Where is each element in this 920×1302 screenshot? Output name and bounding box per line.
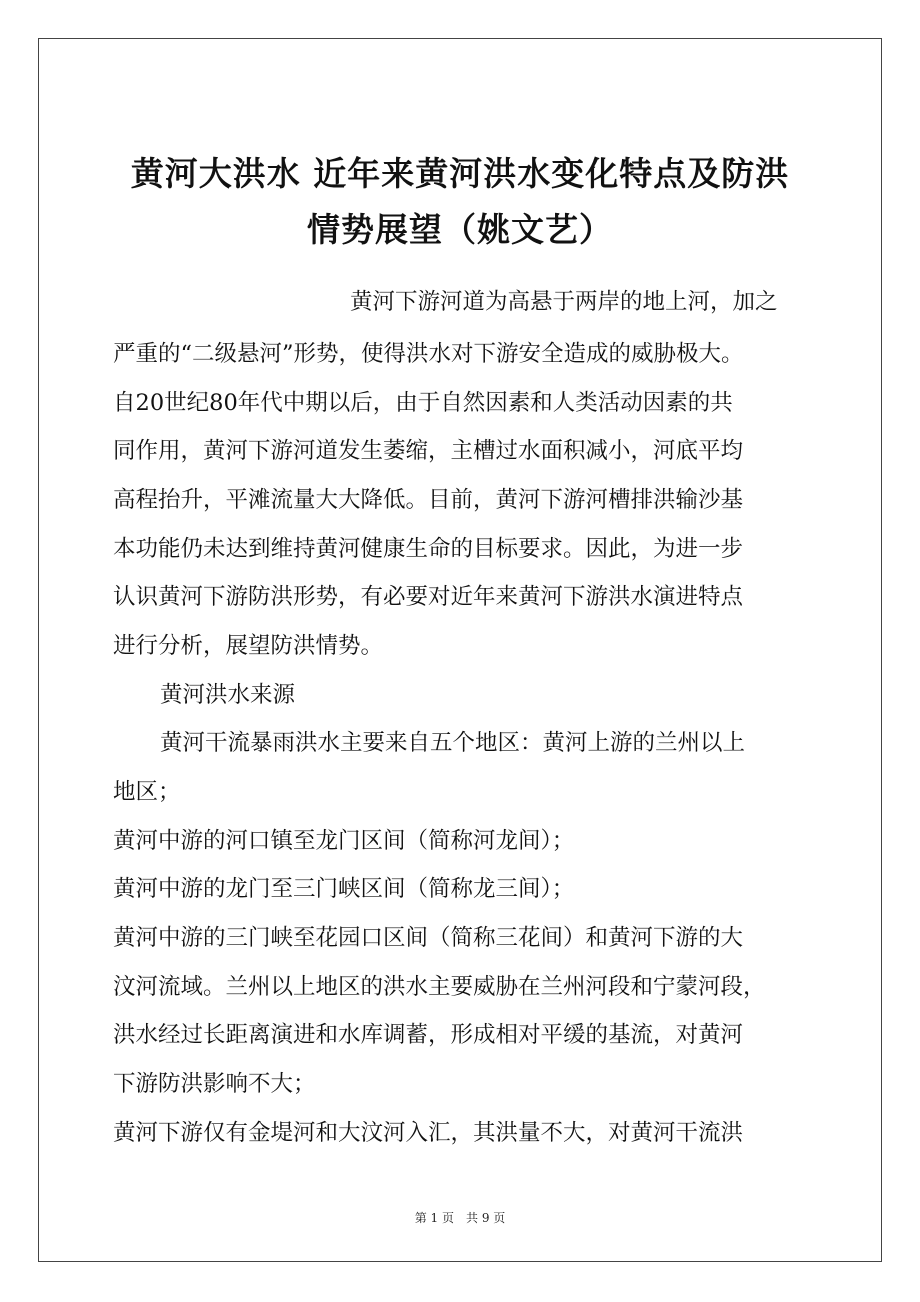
paragraph-line: 进行分析，展望防洪情势。 <box>113 633 384 659</box>
paragraph-line: 黄河下游河道为高悬于两岸的地上河，加之 <box>350 289 778 315</box>
paragraph-line: 自20世纪80年代中期以后，由于自然因素和人类活动因素的共 <box>113 390 733 416</box>
paragraph-line: 黄河干流暴雨洪水主要来自五个地区：黄河上游的兰州以上 <box>160 730 746 756</box>
paragraph-line: 黄河下游仅有金堤河和大汶河入汇，其洪量不大，对黄河干流洪 <box>113 1120 744 1146</box>
paragraph-line: 认识黄河下游防洪形势，有必要对近年来黄河下游洪水演进特点 <box>113 584 744 610</box>
document-title-line-1: 黄河大洪水 近年来黄河洪水变化特点及防洪 <box>130 154 790 193</box>
paragraph-line: 黄河中游的三门峡至花园口区间（简称三花间）和黄河下游的大 <box>113 925 744 951</box>
paragraph-line: 黄河中游的河口镇至龙门区间（简称河龙间）； <box>113 828 575 854</box>
paragraph-line: 汶河流域。兰州以上地区的洪水主要威胁在兰州河段和宁蒙河段， <box>113 974 766 1000</box>
paragraph-line: 严重的“二级悬河”形势，使得洪水对下游安全造成的威胁极大。 <box>113 341 744 367</box>
document-title-line-2: 情势展望（姚文艺） <box>307 210 613 249</box>
paragraph-line: 洪水经过长距离演进和水库调蓄，形成相对平缓的基流，对黄河 <box>113 1022 744 1048</box>
section-heading: 黄河洪水来源 <box>160 682 296 708</box>
paragraph-line: 下游防洪影响不大； <box>113 1071 316 1097</box>
paragraph-line: 地区； <box>113 779 181 805</box>
paragraph-line: 本功能仍未达到维持黄河健康生命的目标要求。因此，为进一步 <box>113 536 744 562</box>
page-footer: 第 1 页 共 9 页 <box>414 1211 506 1225</box>
paragraph-line: 黄河中游的龙门至三门峡区间（简称龙三间）； <box>113 876 575 902</box>
paragraph-line: 同作用，黄河下游河道发生萎缩，主槽过水面积减小，河底平均 <box>113 438 744 464</box>
paragraph-line: 高程抬升，平滩流量大大降低。目前，黄河下游河槽排洪输沙基 <box>113 487 744 513</box>
